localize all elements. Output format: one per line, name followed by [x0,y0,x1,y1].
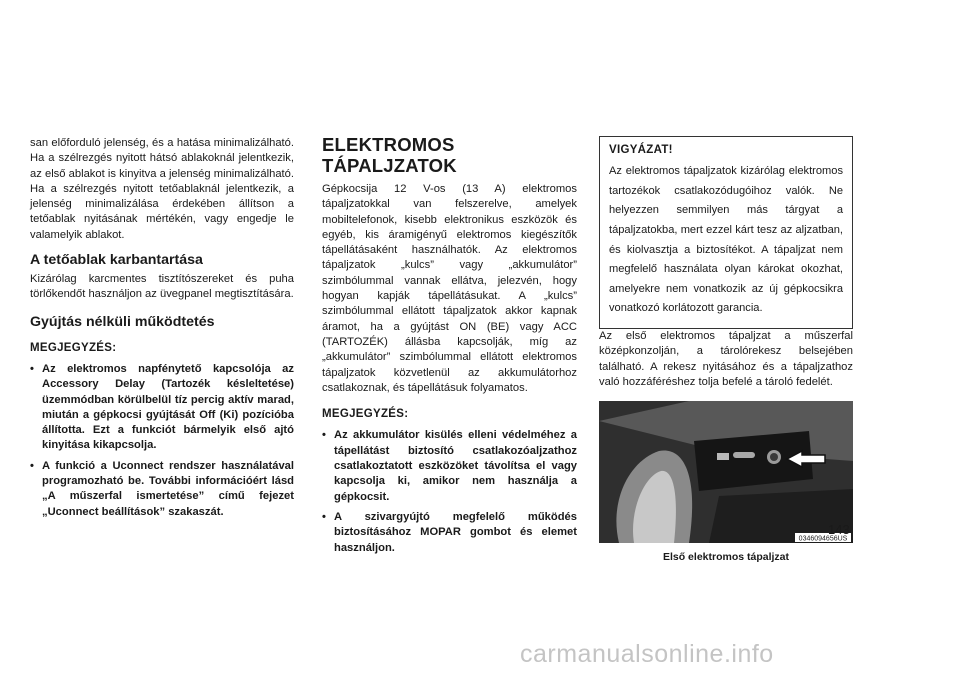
sunroof-care-paragraph: Kizárólag karcmentes tisztítószereket és puha törlőkendőt használjon az üvegpanel megtisztítására. [30,273,294,301]
section-heading-ignition-off: Gyújtás nélküli működtetés [30,313,215,330]
right-column [599,136,853,566]
list-item: • Az akkumulátor kisülés elleni védelméhez a tápellátást biztosító csatlakozóaljzathoz csatlakoztatott eszközöket távolítsa el vagy kapcsolja ki, amikor nem használja a gépkocsit. [322,428,577,504]
warning-box [599,136,853,329]
note-list [322,428,577,555]
watermark: carmanualsonline.info [520,640,774,668]
power-outlet-photo [599,401,853,543]
console-illustration [599,401,853,543]
note-label: MEGJEGYZÉS: [322,408,409,421]
warning-title: VIGYÁZAT! [609,144,673,156]
photo-code: 0346094656US [798,535,848,543]
left-column [30,136,294,525]
intro-paragraph: san előforduló jelenség, és a hatása minimalizálható. Ha a szélrezgés nyitott hátsó ablakoknál jelentkezik, az első ablakot is kinyitva a jelenség minimalizálható. Ha a szélrezgés nyitott tetőablaknál jelentkezik, a jelenség minimalizálása érdekében állítson a tetőablak nyitásának mértékén, vagy engedje le valamelyik ablakot. [30,137,294,241]
middle-column [322,134,577,561]
warning-text: Az elektromos tápaljzatok kizárólag elektromos tartozékok csatlakozódugóihoz valók. Ne helyezzen semmilyen más tárgyat a tápaljzatokba, mert ezzel kárt tesz az aljzatban, és kiolvasztja a biztosítékot. A tápaljzat nem megfelelő használata olyan károkat okozhat, amelyekre nem vonatkozik az új gépkocsikra vonatkozó korlátozott garancia. [609,165,843,315]
note-list [30,362,294,520]
power-outlets-paragraph: Gépkocsija 12 V-os (13 A) elektromos tápaljzatokkal van felszerelve, amelyek mobiltelefonok, kisebb elektronikus eszközök és egyéb, kis áramigényű elektromos kiegészítők tápellátásaként használhatók. Az elektromos tápaljzatok „kulcs” vagy „akkumulátor” szimbólummal vannak ellátva, jelezvén, hogy hogyan kapják tápellátásukat. A „kulcs” szimbólummal ellátott tápaljzatok akkor kapnak áramot, ha a gyújtást ON (BE) vagy ACC (TARTOZÉK) állásba kapcsolják, míg az „akkumulátor” szimbólummal ellátott elektromos tápaljzatok közvetlenül az akkumulátorhoz csatlakoznak, és tápellátásuk folyamatos. [322,183,577,394]
page-title: ELEKTROMOS TÁPALJZATOK [322,134,457,176]
outlet-location-paragraph: Az első elektromos tápaljzat a műszerfal középkonzolján, a tárolórekesz belsejében található. A rekesz nyitásához és a tápaljzathoz való hozzáféréshez tolja befelé a tároló fedelét. [599,330,853,388]
list-item: • A funkció a Uconnect rendszer használatával programozható be. További információért lásd „A műszerfal ismertetése” című fejezet „Uconnect beállítások” szakaszát. [30,459,294,520]
section-heading-sunroof-care: A tetőablak karbantartása [30,252,203,269]
page-number: 143 [828,522,850,537]
list-item: • A szivargyújtó megfelelő működés biztosításához MOPAR gombot és elemet használjon. [322,510,577,556]
note-label: MEGJEGYZÉS: [30,341,117,354]
list-item: • Az elektromos napfénytető kapcsolója az Accessory Delay (Tartozék késleltetése) üzemmódban körülbelül tíz percig aktív marad, miután a gépkocsi gyújtását Off (Ki) pozícióba állította. Ezt a funkciót bármelyik első ajtó kinyitása kikapcsolja. [30,362,294,454]
photo-caption: Első elektromos tápaljzat [662,551,790,564]
